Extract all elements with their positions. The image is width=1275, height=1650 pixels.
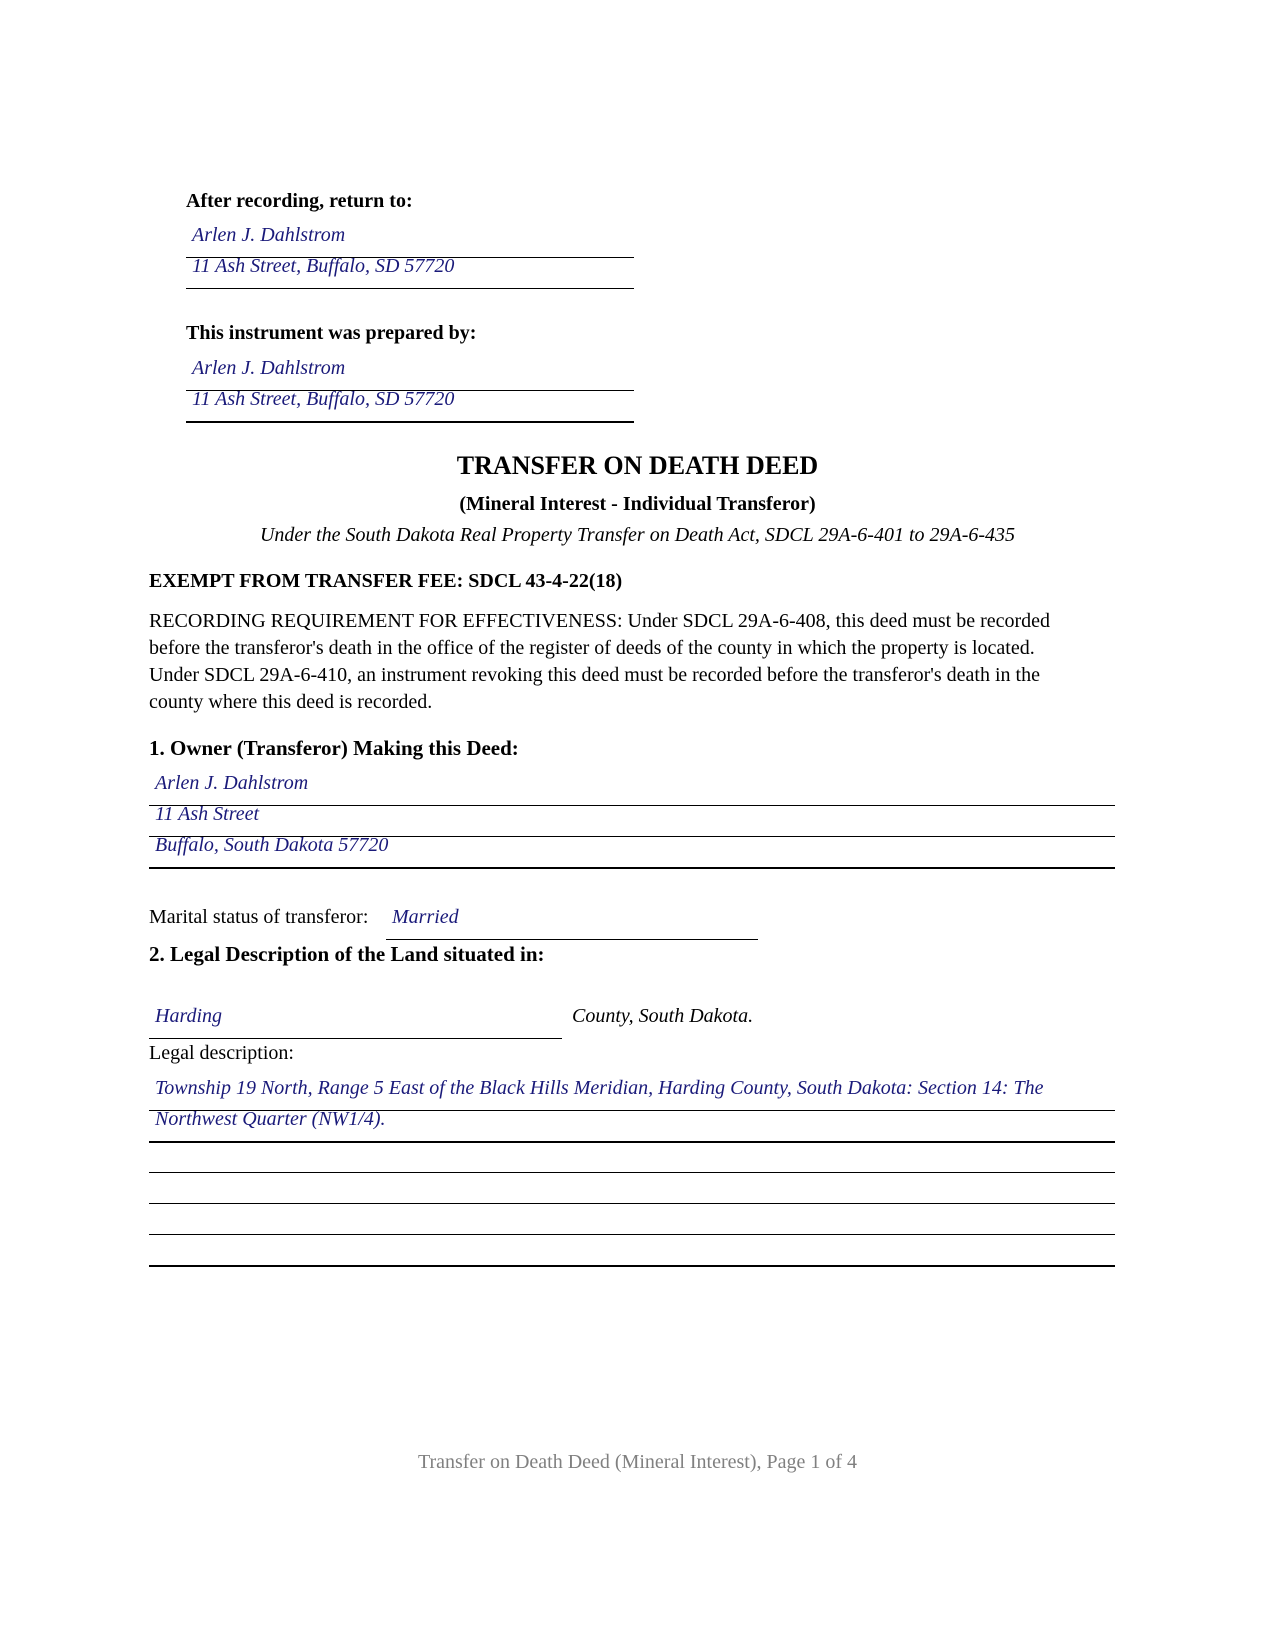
land-section-heading: 2. Legal Description of the Land situated in: <box>149 942 545 966</box>
blank-field-line[interactable] <box>149 1265 1115 1267</box>
field-underline <box>186 421 634 423</box>
field-underline <box>386 939 758 940</box>
owner-name-field[interactable]: Arlen J. Dahlstrom <box>155 772 309 794</box>
prepared-by-heading: This instrument was prepared by: <box>186 322 477 344</box>
blank-field-line[interactable] <box>149 1234 1115 1235</box>
return-to-name-field[interactable]: Arlen J. Dahlstrom <box>192 224 346 246</box>
paragraph-line: Under SDCL 29A-6-410, an instrument revoking this deed must be recorded before the transferor's death in the <box>149 664 1040 686</box>
page-title: TRANSFER ON DEATH DEED <box>456 451 819 480</box>
marital-status-field[interactable]: Married <box>392 906 459 928</box>
owner-section-heading: 1. Owner (Transferor) Making this Deed: <box>149 736 519 760</box>
prepared-by-address-field[interactable]: 11 Ash Street, Buffalo, SD 57720 <box>192 388 455 410</box>
legal-description-line-1[interactable]: Township 19 North, Range 5 East of the Black Hills Meridian, Harding County, South Dakota: Section 14: The <box>155 1077 1044 1099</box>
paragraph-line: RECORDING REQUIREMENT FOR EFFECTIVENESS: Under SDCL 29A-6-408, this deed must be recorded <box>149 610 1051 632</box>
exempt-notice: EXEMPT FROM TRANSFER FEE: SDCL 43-4-22(18) <box>149 570 623 592</box>
county-suffix: County, South Dakota. <box>572 1005 754 1027</box>
paragraph-line: before the transferor's death in the office of the register of deeds of the county in which the property is located. <box>149 637 1035 659</box>
legal-description-line-2[interactable]: Northwest Quarter (NW1/4). <box>155 1108 386 1130</box>
field-underline <box>149 805 1115 806</box>
recording-requirement-paragraph <box>149 608 1050 716</box>
prepared-by-name-field[interactable]: Arlen J. Dahlstrom <box>192 357 346 379</box>
return-to-heading: After recording, return to: <box>186 190 413 212</box>
page-subtitle: (Mineral Interest - Individual Transferor) <box>459 493 816 515</box>
field-underline <box>149 1038 562 1039</box>
return-to-address-field[interactable]: 11 Ash Street, Buffalo, SD 57720 <box>192 255 455 277</box>
blank-field-line[interactable] <box>149 1172 1115 1173</box>
page-footer: Transfer on Death Deed (Mineral Interest), Page 1 of 4 <box>417 1451 858 1473</box>
owner-street-field[interactable]: 11 Ash Street <box>155 803 260 825</box>
field-underline <box>186 288 634 289</box>
act-citation: Under the South Dakota Real Property Transfer on Death Act, SDCL 29A-6-401 to 29A-6-435 <box>259 524 1016 546</box>
field-underline <box>149 1141 1115 1143</box>
owner-city-field[interactable]: Buffalo, South Dakota 57720 <box>155 834 389 856</box>
legal-description-label: Legal description: <box>149 1042 294 1064</box>
county-field[interactable]: Harding <box>155 1005 223 1027</box>
paragraph-line: county where this deed is recorded. <box>149 691 433 713</box>
field-underline <box>149 867 1115 869</box>
blank-field-line[interactable] <box>149 1203 1115 1204</box>
marital-status-label: Marital status of transferor: <box>149 906 369 928</box>
